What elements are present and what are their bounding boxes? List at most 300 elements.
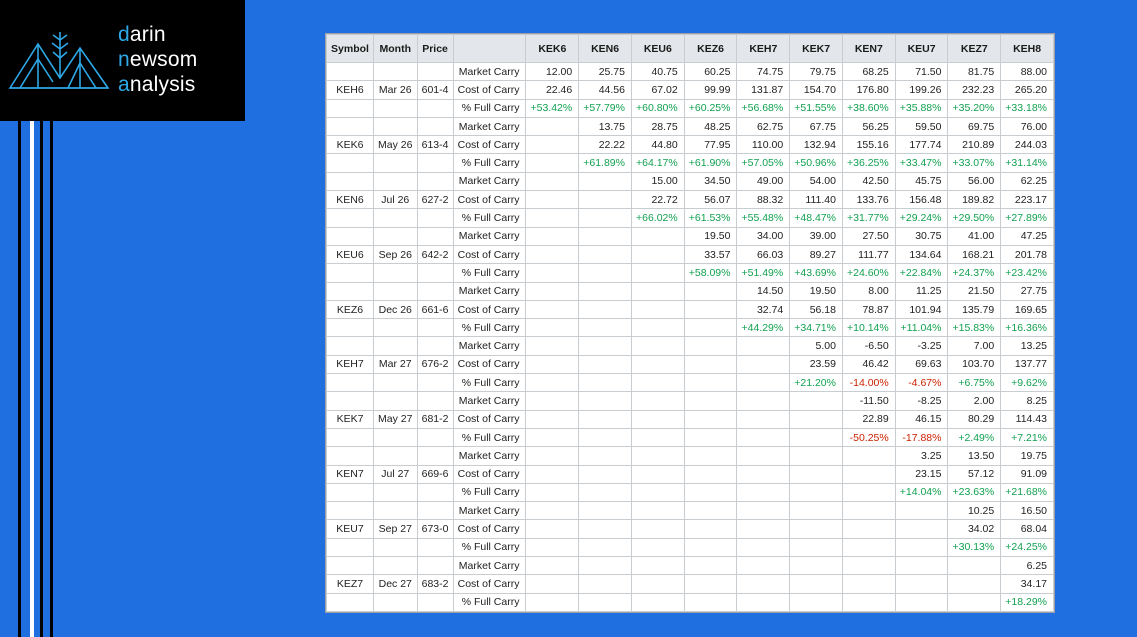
wordmark-line1-plain: arin bbox=[129, 23, 166, 47]
cell-month bbox=[374, 172, 418, 190]
cell-symbol bbox=[327, 447, 374, 465]
cell-value: 22.46 bbox=[526, 81, 579, 99]
cell-row-label: % Full Carry bbox=[453, 99, 526, 117]
table-row bbox=[327, 136, 1054, 154]
cell-value: 56.07 bbox=[684, 191, 737, 209]
table-row bbox=[327, 392, 1054, 410]
cell-symbol: KEU6 bbox=[327, 245, 374, 263]
cell-value bbox=[526, 264, 579, 282]
cell-row-label: Cost of Carry bbox=[453, 355, 526, 373]
cell-value: 42.50 bbox=[842, 172, 895, 190]
cell-value bbox=[684, 300, 737, 318]
cell-symbol: KEN6 bbox=[327, 191, 374, 209]
cell-value: 34.02 bbox=[948, 520, 1001, 538]
cell-month bbox=[374, 63, 418, 81]
accent-bar-1 bbox=[18, 121, 21, 637]
cell-month bbox=[374, 374, 418, 392]
cell-row-label: Market Carry bbox=[453, 282, 526, 300]
table-header-cell: KEK7 bbox=[790, 35, 843, 63]
table-row bbox=[327, 520, 1054, 538]
cell-value: -17.88% bbox=[895, 428, 948, 446]
cell-value: 134.64 bbox=[895, 245, 948, 263]
cell-value: +9.62% bbox=[1001, 374, 1054, 392]
cell-value bbox=[790, 557, 843, 575]
table-row bbox=[327, 428, 1054, 446]
cell-value bbox=[526, 593, 579, 611]
cell-symbol bbox=[327, 117, 374, 135]
cell-value bbox=[684, 557, 737, 575]
cell-value bbox=[579, 264, 632, 282]
cell-month: Dec 26 bbox=[374, 300, 418, 318]
cell-month bbox=[374, 538, 418, 556]
cell-value bbox=[737, 337, 790, 355]
cell-row-label: Cost of Carry bbox=[453, 410, 526, 428]
cell-value bbox=[526, 355, 579, 373]
cell-value bbox=[790, 410, 843, 428]
cell-value bbox=[631, 428, 684, 446]
cell-value: +51.55% bbox=[790, 99, 843, 117]
cell-value bbox=[842, 447, 895, 465]
cell-value: 28.75 bbox=[631, 117, 684, 135]
cell-value bbox=[579, 227, 632, 245]
cell-row-label: Cost of Carry bbox=[453, 136, 526, 154]
cell-value: 34.50 bbox=[684, 172, 737, 190]
cell-value bbox=[684, 392, 737, 410]
cell-value bbox=[579, 319, 632, 337]
cell-value: 27.50 bbox=[842, 227, 895, 245]
cell-month: Sep 26 bbox=[374, 245, 418, 263]
cell-value: +34.71% bbox=[790, 319, 843, 337]
cell-price bbox=[417, 447, 453, 465]
cell-value bbox=[737, 428, 790, 446]
cell-value: +11.04% bbox=[895, 319, 948, 337]
cell-value: 59.50 bbox=[895, 117, 948, 135]
cell-value: +29.50% bbox=[948, 209, 1001, 227]
cell-value bbox=[579, 209, 632, 227]
cell-month: Dec 27 bbox=[374, 575, 418, 593]
cell-value: +57.05% bbox=[737, 154, 790, 172]
cell-value: 16.50 bbox=[1001, 502, 1054, 520]
cell-price bbox=[417, 99, 453, 117]
cell-value bbox=[579, 465, 632, 483]
cell-value: 48.25 bbox=[684, 117, 737, 135]
table-row bbox=[327, 355, 1054, 373]
cell-row-label: % Full Carry bbox=[453, 264, 526, 282]
table-row bbox=[327, 337, 1054, 355]
cell-value: 19.50 bbox=[684, 227, 737, 245]
cell-value: 2.00 bbox=[948, 392, 1001, 410]
cell-row-label: Cost of Carry bbox=[453, 300, 526, 318]
cell-value bbox=[684, 337, 737, 355]
cell-value: +14.04% bbox=[895, 483, 948, 501]
cell-value: 34.17 bbox=[1001, 575, 1054, 593]
table-row bbox=[327, 99, 1054, 117]
cell-value: +33.47% bbox=[895, 154, 948, 172]
cell-value: 189.82 bbox=[948, 191, 1001, 209]
cell-value bbox=[526, 538, 579, 556]
cell-value: 199.26 bbox=[895, 81, 948, 99]
cell-value: 67.75 bbox=[790, 117, 843, 135]
cell-month bbox=[374, 282, 418, 300]
cell-value: +24.37% bbox=[948, 264, 1001, 282]
cell-value: 56.18 bbox=[790, 300, 843, 318]
cell-value: +15.83% bbox=[948, 319, 1001, 337]
cell-value bbox=[737, 447, 790, 465]
cell-month bbox=[374, 337, 418, 355]
cell-value bbox=[790, 593, 843, 611]
cell-symbol bbox=[327, 428, 374, 446]
table-row bbox=[327, 465, 1054, 483]
cell-value: 66.03 bbox=[737, 245, 790, 263]
cell-value: 23.15 bbox=[895, 465, 948, 483]
cell-value bbox=[526, 447, 579, 465]
cell-value bbox=[948, 557, 1001, 575]
cell-value bbox=[631, 392, 684, 410]
cell-value bbox=[631, 465, 684, 483]
cell-value bbox=[790, 392, 843, 410]
cell-value: -14.00% bbox=[842, 374, 895, 392]
cell-value bbox=[526, 282, 579, 300]
cell-value bbox=[842, 557, 895, 575]
cell-value: 47.25 bbox=[1001, 227, 1054, 245]
cell-value: 15.00 bbox=[631, 172, 684, 190]
cell-value: -4.67% bbox=[895, 374, 948, 392]
cell-value bbox=[684, 575, 737, 593]
cell-value bbox=[526, 136, 579, 154]
cell-row-label: Market Carry bbox=[453, 337, 526, 355]
cell-symbol: KEN7 bbox=[327, 465, 374, 483]
table-header-cell: KEZ7 bbox=[948, 35, 1001, 63]
cell-value: 177.74 bbox=[895, 136, 948, 154]
cell-value bbox=[631, 447, 684, 465]
cell-value bbox=[684, 520, 737, 538]
cell-value: +29.24% bbox=[895, 209, 948, 227]
cell-value: +6.75% bbox=[948, 374, 1001, 392]
cell-value bbox=[948, 593, 1001, 611]
cell-value bbox=[684, 483, 737, 501]
cell-value bbox=[579, 172, 632, 190]
cell-value bbox=[790, 447, 843, 465]
table-row bbox=[327, 81, 1054, 99]
cell-value: 27.75 bbox=[1001, 282, 1054, 300]
cell-value: 169.65 bbox=[1001, 300, 1054, 318]
cell-symbol: KEK6 bbox=[327, 136, 374, 154]
cell-value bbox=[631, 593, 684, 611]
cell-value: 114.43 bbox=[1001, 410, 1054, 428]
cell-value: +64.17% bbox=[631, 154, 684, 172]
cell-value: 12.00 bbox=[526, 63, 579, 81]
cell-value: 91.09 bbox=[1001, 465, 1054, 483]
table-body bbox=[327, 63, 1054, 612]
cell-value bbox=[526, 172, 579, 190]
cell-value: -11.50 bbox=[842, 392, 895, 410]
cell-symbol bbox=[327, 154, 374, 172]
cell-value bbox=[526, 557, 579, 575]
table-row bbox=[327, 447, 1054, 465]
cell-value bbox=[737, 538, 790, 556]
table-header-cell: KEH8 bbox=[1001, 35, 1054, 63]
brand-logo-block bbox=[0, 0, 245, 121]
cell-value: +2.49% bbox=[948, 428, 1001, 446]
cell-value bbox=[579, 593, 632, 611]
cell-value bbox=[526, 520, 579, 538]
cell-month: May 27 bbox=[374, 410, 418, 428]
cell-price bbox=[417, 63, 453, 81]
cell-value bbox=[526, 337, 579, 355]
cell-value bbox=[737, 410, 790, 428]
cell-value bbox=[631, 355, 684, 373]
wordmark-line3-accent: a bbox=[118, 72, 130, 96]
cell-value: 78.87 bbox=[842, 300, 895, 318]
cell-value: 210.89 bbox=[948, 136, 1001, 154]
cell-value: +50.96% bbox=[790, 154, 843, 172]
cell-value: 34.00 bbox=[737, 227, 790, 245]
cell-row-label: % Full Carry bbox=[453, 319, 526, 337]
cell-value bbox=[579, 245, 632, 263]
cell-month bbox=[374, 227, 418, 245]
table-header-cell: KEZ6 bbox=[684, 35, 737, 63]
cell-value bbox=[526, 154, 579, 172]
cell-value: 54.00 bbox=[790, 172, 843, 190]
cell-value bbox=[631, 410, 684, 428]
cell-value bbox=[684, 428, 737, 446]
cell-value bbox=[842, 465, 895, 483]
table-row bbox=[327, 502, 1054, 520]
cell-value: 88.00 bbox=[1001, 63, 1054, 81]
cell-symbol bbox=[327, 99, 374, 117]
cell-value bbox=[526, 191, 579, 209]
table-row bbox=[327, 483, 1054, 501]
table-header bbox=[327, 35, 1054, 63]
cell-value bbox=[579, 337, 632, 355]
cell-symbol bbox=[327, 483, 374, 501]
cell-value: 22.89 bbox=[842, 410, 895, 428]
cell-value bbox=[895, 502, 948, 520]
cell-value bbox=[631, 337, 684, 355]
accent-bar-3 bbox=[40, 121, 43, 637]
cell-value bbox=[579, 300, 632, 318]
table-row bbox=[327, 300, 1054, 318]
cell-value: +30.13% bbox=[948, 538, 1001, 556]
cell-value: 154.70 bbox=[790, 81, 843, 99]
cell-value: 46.15 bbox=[895, 410, 948, 428]
cell-value: +24.25% bbox=[1001, 538, 1054, 556]
cell-symbol bbox=[327, 557, 374, 575]
table-row bbox=[327, 374, 1054, 392]
cell-row-label: Cost of Carry bbox=[453, 81, 526, 99]
cell-value bbox=[631, 264, 684, 282]
table-header-cell: KEH7 bbox=[737, 35, 790, 63]
cell-month bbox=[374, 593, 418, 611]
cell-price bbox=[417, 264, 453, 282]
cell-value: +38.60% bbox=[842, 99, 895, 117]
cell-value: +43.69% bbox=[790, 264, 843, 282]
cell-row-label: Market Carry bbox=[453, 392, 526, 410]
cell-value: 32.74 bbox=[737, 300, 790, 318]
table-row bbox=[327, 319, 1054, 337]
cell-value: 77.95 bbox=[684, 136, 737, 154]
cell-value: 13.75 bbox=[579, 117, 632, 135]
table-header-cell: Symbol bbox=[327, 35, 374, 63]
cell-symbol: KEU7 bbox=[327, 520, 374, 538]
cell-symbol: KEZ6 bbox=[327, 300, 374, 318]
cell-symbol: KEK7 bbox=[327, 410, 374, 428]
table-header-cell: KEN6 bbox=[579, 35, 632, 63]
cell-value bbox=[790, 483, 843, 501]
cell-price bbox=[417, 319, 453, 337]
cell-value: 44.80 bbox=[631, 136, 684, 154]
cell-row-label: % Full Carry bbox=[453, 428, 526, 446]
cell-price bbox=[417, 117, 453, 135]
cell-value: 21.50 bbox=[948, 282, 1001, 300]
cell-value: 14.50 bbox=[737, 282, 790, 300]
cell-value bbox=[526, 300, 579, 318]
cell-value bbox=[579, 557, 632, 575]
cell-value bbox=[684, 502, 737, 520]
cell-value: +7.21% bbox=[1001, 428, 1054, 446]
cell-price bbox=[417, 483, 453, 501]
cell-value: 81.75 bbox=[948, 63, 1001, 81]
cell-value: -3.25 bbox=[895, 337, 948, 355]
cell-value bbox=[842, 538, 895, 556]
cell-value bbox=[526, 483, 579, 501]
cell-value: +16.36% bbox=[1001, 319, 1054, 337]
cell-value bbox=[526, 428, 579, 446]
cell-value bbox=[526, 209, 579, 227]
cell-value bbox=[790, 575, 843, 593]
cell-value bbox=[895, 557, 948, 575]
table-row bbox=[327, 264, 1054, 282]
cell-symbol: KEZ7 bbox=[327, 575, 374, 593]
cell-value: 111.77 bbox=[842, 245, 895, 263]
cell-value: +22.84% bbox=[895, 264, 948, 282]
cell-price bbox=[417, 227, 453, 245]
cell-value bbox=[790, 502, 843, 520]
table-row bbox=[327, 410, 1054, 428]
cell-value: 232.23 bbox=[948, 81, 1001, 99]
table-header-cell: KEN7 bbox=[842, 35, 895, 63]
cell-value bbox=[526, 245, 579, 263]
cell-value: +56.68% bbox=[737, 99, 790, 117]
cell-value: 13.25 bbox=[1001, 337, 1054, 355]
cell-value: +60.80% bbox=[631, 99, 684, 117]
cell-value: +35.20% bbox=[948, 99, 1001, 117]
cell-symbol bbox=[327, 227, 374, 245]
cell-value: 201.78 bbox=[1001, 245, 1054, 263]
cell-value bbox=[684, 319, 737, 337]
cell-value: 68.04 bbox=[1001, 520, 1054, 538]
cell-value bbox=[842, 575, 895, 593]
cell-value: 137.77 bbox=[1001, 355, 1054, 373]
cell-value bbox=[579, 282, 632, 300]
cell-value: -50.25% bbox=[842, 428, 895, 446]
cell-value bbox=[737, 593, 790, 611]
cell-value bbox=[526, 319, 579, 337]
table-row bbox=[327, 538, 1054, 556]
cell-price bbox=[417, 428, 453, 446]
wordmark-line3-plain: nalysis bbox=[129, 72, 196, 96]
table-row bbox=[327, 191, 1054, 209]
cell-month bbox=[374, 483, 418, 501]
cell-value bbox=[842, 502, 895, 520]
cell-row-label: Cost of Carry bbox=[453, 245, 526, 263]
cell-value bbox=[631, 300, 684, 318]
cell-row-label: Market Carry bbox=[453, 227, 526, 245]
table-header-cell: KEU7 bbox=[895, 35, 948, 63]
cell-value: 23.59 bbox=[790, 355, 843, 373]
cell-value: +27.89% bbox=[1001, 209, 1054, 227]
cell-value bbox=[684, 593, 737, 611]
cell-value bbox=[737, 502, 790, 520]
wordmark-line2-plain: ewsom bbox=[129, 48, 198, 72]
cell-value: 60.25 bbox=[684, 63, 737, 81]
cell-value bbox=[631, 319, 684, 337]
cell-value: 46.42 bbox=[842, 355, 895, 373]
cell-value: 111.40 bbox=[790, 191, 843, 209]
cell-row-label: Market Carry bbox=[453, 117, 526, 135]
cell-value bbox=[526, 410, 579, 428]
cell-value: 156.48 bbox=[895, 191, 948, 209]
cell-price: 627-2 bbox=[417, 191, 453, 209]
cell-value: 244.03 bbox=[1001, 136, 1054, 154]
cell-symbol bbox=[327, 374, 374, 392]
cell-value: +23.42% bbox=[1001, 264, 1054, 282]
cell-row-label: % Full Carry bbox=[453, 209, 526, 227]
cell-month bbox=[374, 117, 418, 135]
cell-symbol bbox=[327, 593, 374, 611]
cell-symbol bbox=[327, 538, 374, 556]
cell-month: Jul 27 bbox=[374, 465, 418, 483]
table-row bbox=[327, 282, 1054, 300]
cell-value bbox=[631, 374, 684, 392]
cell-value bbox=[579, 392, 632, 410]
table-header-cell: Price bbox=[417, 35, 453, 63]
cell-value bbox=[684, 355, 737, 373]
cell-value: +44.29% bbox=[737, 319, 790, 337]
wordmark-line2-accent: n bbox=[118, 48, 130, 72]
cell-value bbox=[579, 520, 632, 538]
cell-value bbox=[790, 538, 843, 556]
cell-value bbox=[737, 465, 790, 483]
table-row bbox=[327, 154, 1054, 172]
cell-value: 62.25 bbox=[1001, 172, 1054, 190]
cell-value: +24.60% bbox=[842, 264, 895, 282]
cell-value: 89.27 bbox=[790, 245, 843, 263]
table-header-cell: KEK6 bbox=[526, 35, 579, 63]
cell-value: +48.47% bbox=[790, 209, 843, 227]
cell-month bbox=[374, 99, 418, 117]
cell-value bbox=[948, 575, 1001, 593]
cell-value bbox=[737, 575, 790, 593]
cell-value bbox=[579, 428, 632, 446]
cell-value: 110.00 bbox=[737, 136, 790, 154]
cell-value bbox=[737, 355, 790, 373]
cell-value: +55.48% bbox=[737, 209, 790, 227]
cell-value bbox=[579, 502, 632, 520]
brand-wordmark bbox=[118, 23, 197, 97]
cell-value bbox=[684, 410, 737, 428]
cell-value: 135.79 bbox=[948, 300, 1001, 318]
cell-value: 5.00 bbox=[790, 337, 843, 355]
carry-table bbox=[326, 34, 1054, 612]
cell-price: 661-6 bbox=[417, 300, 453, 318]
cell-value: 25.75 bbox=[579, 63, 632, 81]
cell-value: +61.53% bbox=[684, 209, 737, 227]
cell-value: 8.25 bbox=[1001, 392, 1054, 410]
cell-month: Mar 27 bbox=[374, 355, 418, 373]
cell-value: +58.09% bbox=[684, 264, 737, 282]
cell-row-label: Market Carry bbox=[453, 172, 526, 190]
